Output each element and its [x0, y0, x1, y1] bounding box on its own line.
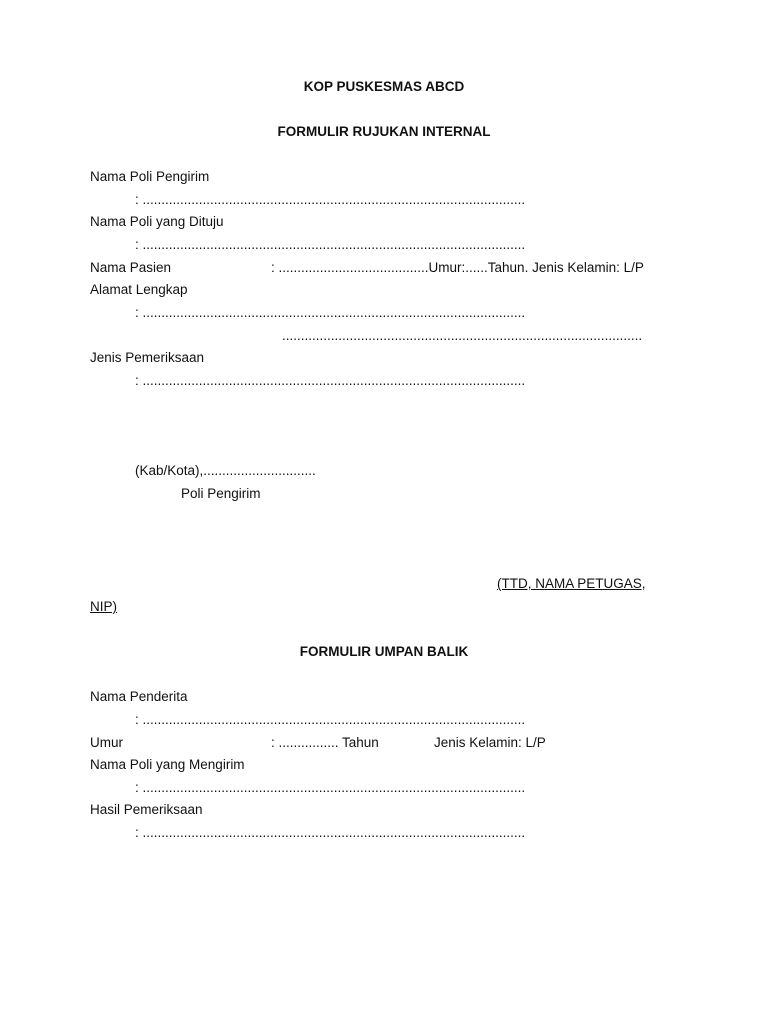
jenis-pemeriksaan-field[interactable]: : ......................................................................................................	[135, 373, 526, 388]
poli-mengirim-field[interactable]: : ......................................................................................................	[135, 780, 526, 795]
ttd-nip: NIP)	[90, 599, 117, 614]
kab-kota-date: (Kab/Kota),..............................	[135, 463, 316, 478]
kop-title: KOP PUSKESMAS ABCD	[303, 79, 465, 94]
nama-penderita-field[interactable]: : ......................................................................................................	[135, 712, 526, 727]
poli-dituju-field[interactable]: : ......................................................................................................	[135, 237, 526, 252]
ttd-nama-petugas: (TTD, NAMA PETUGAS,	[497, 576, 646, 591]
poli-pengirim-signature-title: Poli Pengirim	[181, 486, 261, 501]
alamat-field-line2[interactable]: ................................................................................................	[282, 328, 643, 343]
hasil-pemeriksaan-label: Hasil Pemeriksaan	[90, 802, 203, 817]
poli-mengirim-label: Nama Poli yang Mengirim	[90, 757, 245, 772]
jenis-kelamin-field[interactable]: Jenis Kelamin: L/P	[434, 735, 546, 750]
nama-penderita-label: Nama Penderita	[90, 689, 188, 704]
poli-pengirim-label: Nama Poli Pengirim	[90, 169, 210, 184]
poli-pengirim-field[interactable]: : ......................................................................................................	[135, 192, 526, 207]
jenis-pemeriksaan-label: Jenis Pemeriksaan	[90, 350, 205, 365]
hasil-pemeriksaan-field[interactable]: : ......................................................................................................	[135, 825, 526, 840]
umur-field[interactable]: : ................ Tahun	[271, 735, 379, 750]
nama-pasien-field[interactable]: : ........................................Umur:......Tahun. Jenis Kelamin: L/P	[271, 260, 644, 275]
form-title-rujukan: FORMULIR RUJUKAN INTERNAL	[277, 124, 491, 139]
alamat-label: Alamat Lengkap	[90, 282, 188, 297]
nama-pasien-label: Nama Pasien	[90, 260, 172, 275]
umur-label: Umur	[90, 735, 123, 750]
form-title-umpan-balik: FORMULIR UMPAN BALIK	[299, 644, 469, 659]
poli-dituju-label: Nama Poli yang Dituju	[90, 214, 224, 229]
alamat-field-line1[interactable]: : ......................................................................................................	[135, 305, 526, 320]
